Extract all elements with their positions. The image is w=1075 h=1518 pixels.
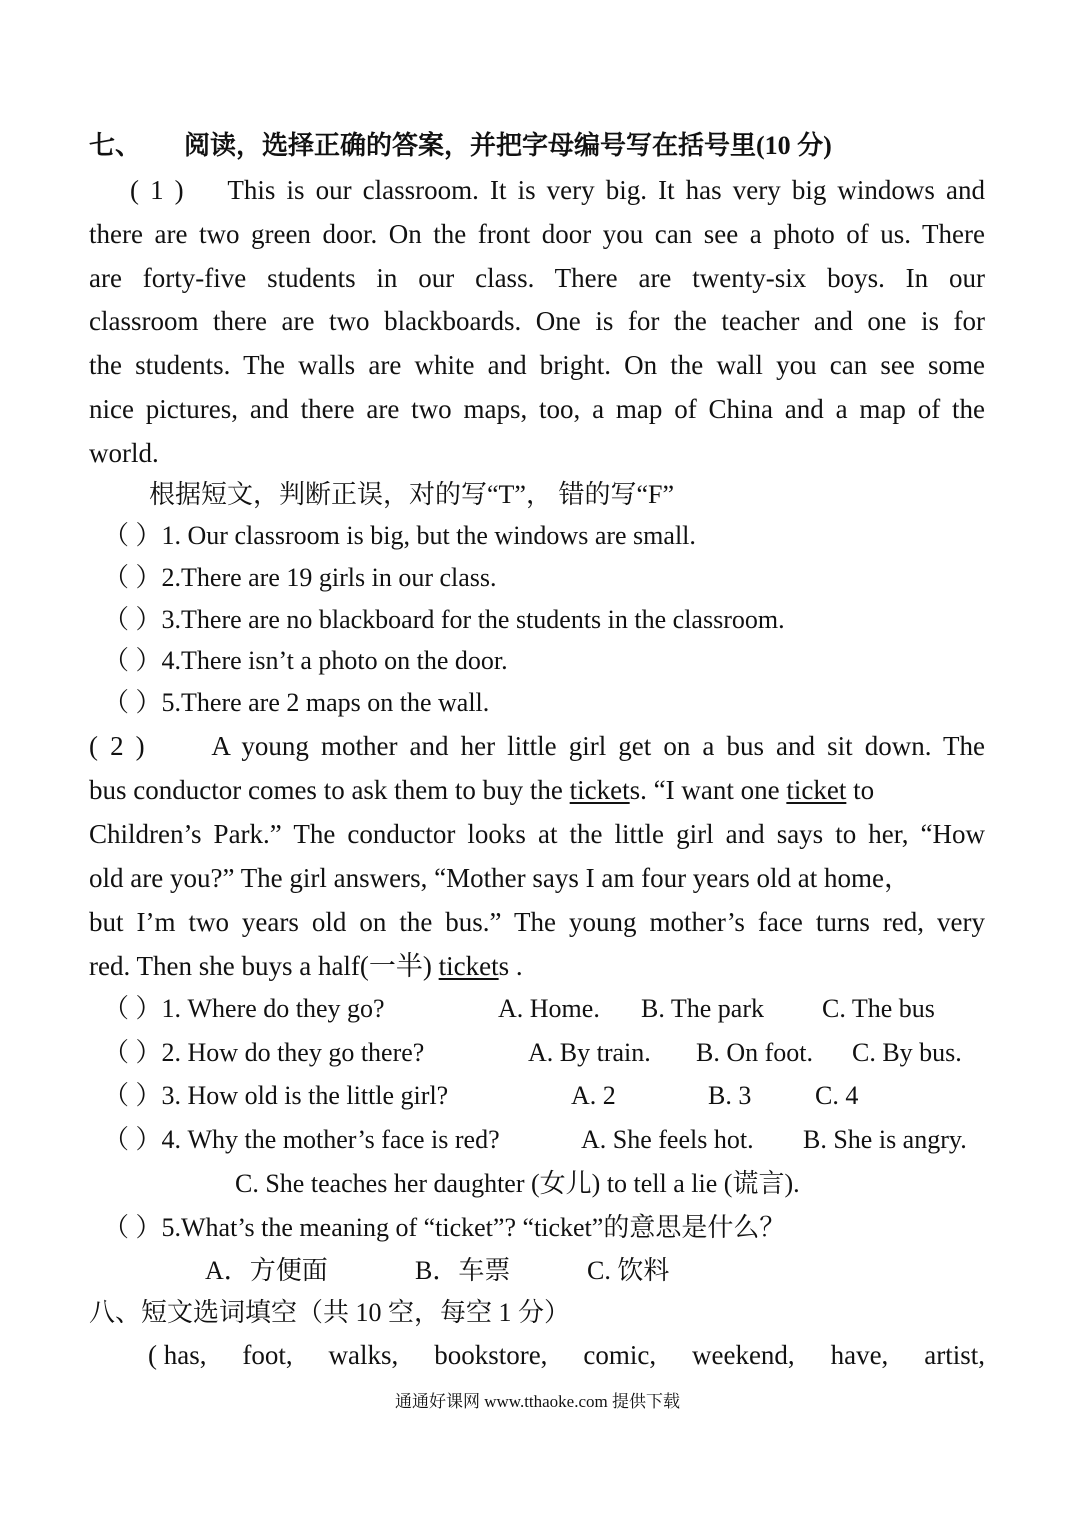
underlined-word-ticket: ticket	[569, 775, 630, 805]
question-text: 3.There are no blackboard for the students in the classroom.	[161, 605, 785, 634]
word-bank-item: ( has,	[148, 1340, 207, 1370]
word-bank-item: walks,	[328, 1340, 399, 1370]
section-7-heading	[89, 131, 832, 161]
option-a: A. By train.	[528, 1038, 651, 1067]
mc-question-2	[103, 1038, 1003, 1068]
text-part: red. Then she buys a half(一半)	[89, 951, 432, 981]
passage-1-line-1	[130, 175, 985, 205]
tf-question-2	[103, 563, 497, 593]
question-text: 3. How old is the little girl?	[161, 1081, 449, 1110]
answer-bracket[interactable]: （ ）	[103, 1125, 162, 1154]
tf-question-5	[103, 688, 489, 718]
question-text: 5.What’s the meaning of “ticket”? “ticket”的意思是什么？	[161, 1213, 786, 1242]
passage-2-line-6	[89, 951, 523, 981]
option-a: A．方便面	[205, 1256, 328, 1285]
answer-bracket[interactable]: （ ）	[103, 994, 162, 1023]
passage-1-instruction: 根据短文，判断正误，对的写“T”， 错的写“F”	[149, 480, 675, 509]
text-part: bus conductor comes to ask them to buy the	[89, 775, 563, 805]
tf-question-4	[103, 646, 508, 676]
option-a: A. She feels hot.	[581, 1125, 754, 1154]
mc-question-4	[103, 1125, 1003, 1155]
passage-1-line-3: are forty-five students in our class. There are twenty-six boys. In our	[89, 263, 985, 293]
word-bank-item: comic,	[583, 1340, 657, 1370]
option-a: A. 2	[571, 1081, 616, 1110]
section-8-heading: 八、短文选词填空（共 10 空，每空 1 分）	[89, 1298, 571, 1327]
mc-question-4-option-c: C. She teaches her daughter (女儿) to tell a lie (谎言).	[235, 1169, 800, 1198]
tf-question-1	[103, 521, 696, 551]
passage-1-line-2: there are two green door. On the front door you can see a photo of us. There	[89, 219, 985, 249]
passage-1-line-7: world.	[89, 438, 159, 468]
underlined-word-ticket: ticket	[786, 775, 847, 805]
question-text: 5.There are 2 maps on the wall.	[161, 688, 490, 717]
answer-bracket[interactable]: （ ）	[103, 1213, 162, 1242]
option-b: B．车票	[415, 1256, 511, 1285]
mc-question-5	[103, 1213, 785, 1243]
answer-bracket[interactable]: （ ）	[103, 646, 162, 675]
answer-bracket[interactable]: （ ）	[103, 1038, 162, 1067]
question-text: 4.There isn’t a photo on the door.	[161, 646, 508, 675]
option-c: C. By bus.	[852, 1038, 962, 1067]
answer-bracket[interactable]: （ ）	[103, 605, 162, 634]
mc-question-3	[103, 1081, 1003, 1111]
tf-question-3	[103, 605, 785, 635]
text-part: to	[853, 775, 875, 805]
passage-2-line-2	[89, 775, 985, 805]
question-text: 4. Why the mother’s face is red?	[161, 1125, 500, 1154]
passage-1-label: ( 1 )	[130, 175, 184, 205]
passage-2-line-4: old are you?” The girl answers, “Mother says I am four years old at home，	[89, 863, 911, 893]
passage-2-label: ( 2 )	[89, 731, 145, 761]
word-bank	[148, 1340, 985, 1370]
section-7-number: 七、	[89, 131, 142, 160]
word-bank-item: bookstore,	[434, 1340, 548, 1370]
option-b: B. 3	[708, 1081, 752, 1110]
answer-bracket[interactable]: （ ）	[103, 521, 162, 550]
passage-2-line-3: Children’s Park.” The conductor looks at the little girl and says to her, “How	[89, 819, 985, 849]
option-b: B. On foot.	[696, 1038, 813, 1067]
text-part: s .	[498, 951, 523, 981]
section-7-title: 阅读，选择正确的答案，并把字母编号写在括号里(10 分)	[184, 131, 832, 160]
question-text: 1. Our classroom is big, but the windows are small.	[161, 521, 696, 550]
question-text: 1. Where do they go?	[161, 994, 385, 1023]
answer-bracket[interactable]: （ ）	[103, 688, 162, 717]
page-footer: 通通好课网 www.tthaoke.com 提供下载	[394, 1392, 681, 1411]
passage-2-line-5: but I’m two years old on the bus.” The young mother’s face turns red, very	[89, 907, 985, 937]
passage-2-line-1	[89, 731, 985, 761]
mc-question-5-options	[205, 1256, 705, 1286]
mc-question-1	[103, 994, 1003, 1024]
question-text: 2.There are 19 girls in our class.	[161, 563, 497, 592]
passage-1-text: This is our classroom. It is very big. It has very big windows and	[227, 175, 985, 205]
word-bank-item: weekend,	[691, 1340, 795, 1370]
question-text: 2. How do they go there?	[161, 1038, 425, 1067]
option-c: C. 饮料	[587, 1256, 670, 1285]
word-bank-item: have,	[830, 1340, 889, 1370]
passage-1-line-4: classroom there are two blackboards. One is for the teacher and one is for	[89, 306, 985, 336]
option-c: C. 4	[815, 1081, 859, 1110]
answer-bracket[interactable]: （ ）	[103, 1081, 162, 1110]
passage-1-line-5: the students. The walls are white and bright. On the wall you can see some	[89, 350, 985, 380]
answer-bracket[interactable]: （ ）	[103, 563, 162, 592]
underlined-word-ticket: ticket	[438, 951, 499, 981]
option-b: B. The park	[641, 994, 764, 1023]
word-bank-item: foot,	[242, 1340, 293, 1370]
word-bank-item: artist,	[924, 1340, 985, 1370]
text-part: s. “I want one	[629, 775, 780, 805]
option-a: A. Home.	[498, 994, 600, 1023]
option-b: B. She is angry.	[803, 1125, 967, 1154]
option-c: C. The bus	[822, 994, 935, 1023]
passage-1-line-6: nice pictures, and there are two maps, too, a map of China and a map of the	[89, 394, 985, 424]
passage-2-text: A young mother and her little girl get on a bus and sit down. The	[211, 731, 986, 761]
